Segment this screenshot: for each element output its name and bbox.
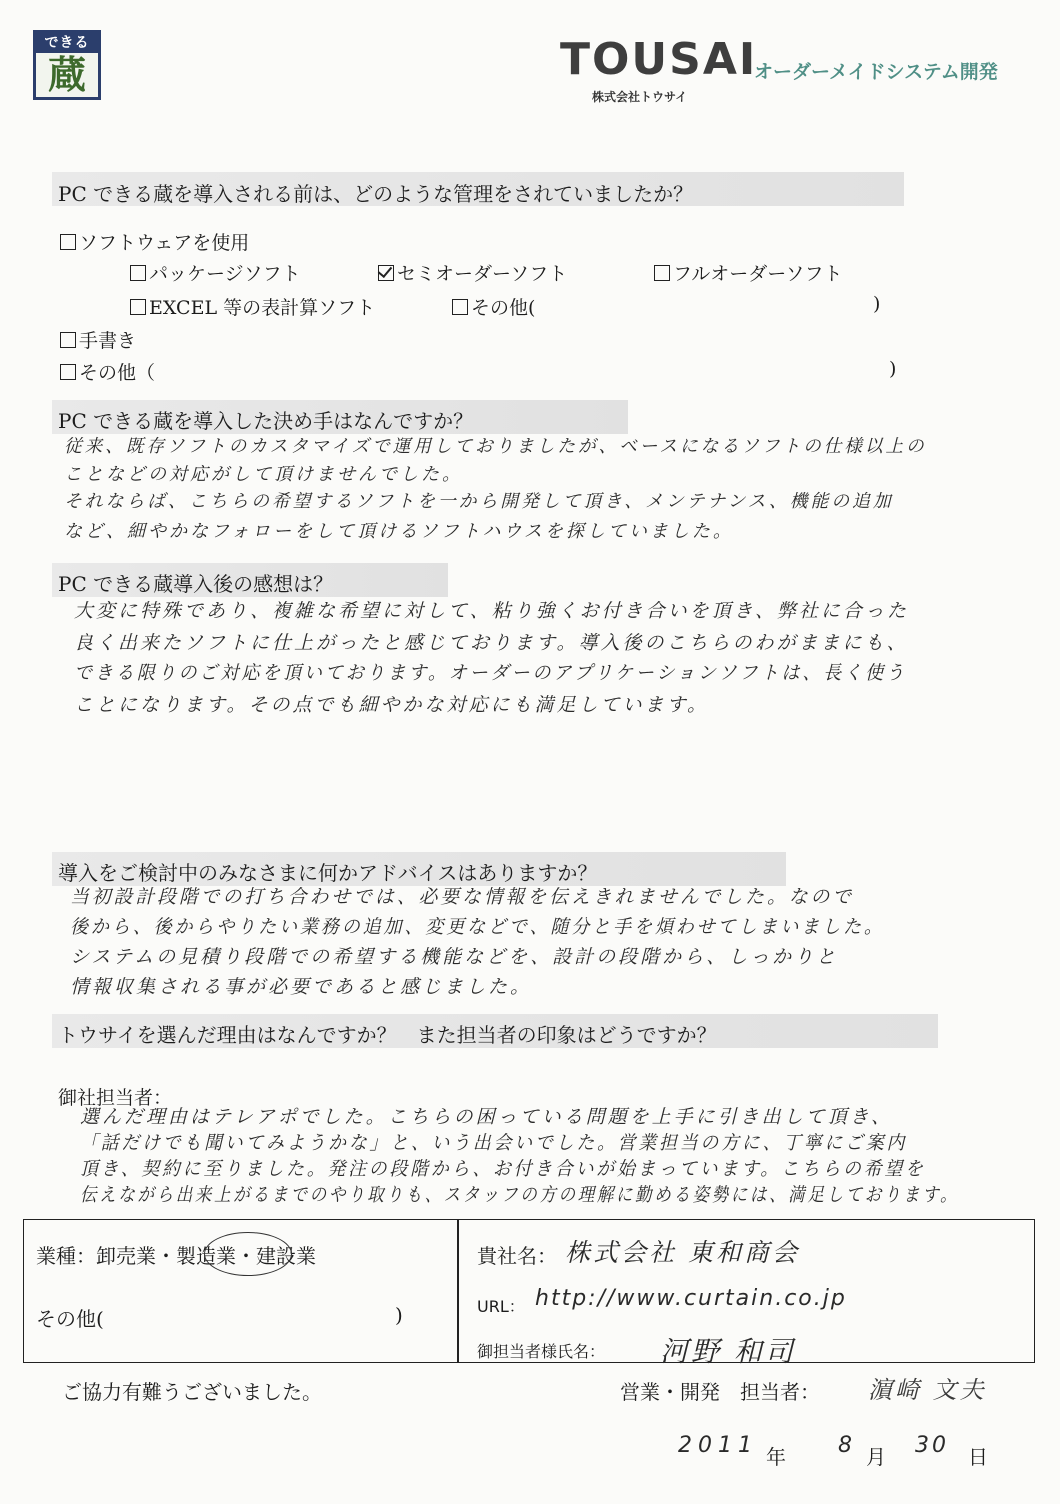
option-other-sub-close: ) [873, 293, 881, 315]
other-industry-label: その他( [36, 1307, 104, 1331]
question-2-title: PC できる蔵を導入した決め手はなんですか？ [58, 409, 474, 433]
industry-label: 業種： [36, 1244, 96, 1268]
option-full-order: フルオーダーソフト [654, 259, 842, 286]
answer-line: 当初設計段階での打ち合わせでは、必要な情報を伝えきれませんでした。なので [70, 886, 855, 908]
answer-line: 後から、後からやりたい業務の追加、変更などで、随分と手を煩わせてしまいました。 [70, 916, 885, 938]
answer-line: 頂き、契約に至りました。発注の段階から、お付き合いが始まっています。こちらの希望を [80, 1158, 926, 1180]
brand-tagline: オーダーメイドシステム開発 [754, 61, 998, 83]
industry-construction[interactable]: 建設業 [256, 1244, 316, 1268]
logo-main-text: 蔵 [47, 53, 86, 97]
url-label: URL： [477, 1297, 525, 1316]
date-month-value: 8 [838, 1433, 855, 1458]
question-5-title: トウサイを選んだ理由はなんですか？ また担当者の印象はどうですか？ [58, 1023, 717, 1047]
checkbox-package[interactable] [130, 265, 146, 281]
brand-name: TOUSAI [560, 34, 758, 85]
checkbox-excel[interactable] [130, 299, 146, 315]
question-1-title: PC できる蔵を導入される前は、どのような管理をされていましたか？ [58, 182, 694, 206]
checkbox-semi-order[interactable] [378, 265, 394, 281]
checkbox-software[interactable] [60, 234, 76, 250]
answer-line: 選んだ理由はテレアポでした。こちらの困っている問題を上手に引き出して頂き、 [80, 1106, 893, 1128]
question-4-title: 導入をご検討中のみなさまに何かアドバイスはありますか？ [58, 861, 598, 885]
contact-name-value[interactable]: 河野 和司 [660, 1335, 796, 1368]
date-day-value: 30 [915, 1433, 949, 1458]
answer-line: ことなどの対応がして頂けませんでした。 [64, 464, 463, 485]
date-year-value: 2011 [678, 1433, 758, 1458]
other-industry-close: ) [395, 1303, 403, 1327]
url-value[interactable]: http://www.curtain.co.jp [535, 1286, 847, 1311]
option-handwritten: 手書き [60, 326, 136, 353]
checkbox-other[interactable] [60, 364, 76, 380]
option-other-sub: その他( [452, 293, 535, 320]
option-other-close: ) [889, 358, 897, 380]
industry-manufacturing[interactable]: 製造業 [176, 1244, 236, 1268]
answer-line: 従来、既存ソフトのカスタマイズで運用しておりましたが、ベースになるソフトの仕様以上の [64, 436, 927, 457]
answer-line: できる限りのご対応を頂いております。オーダーのアプリケーションソフトは、長く使う [74, 662, 907, 684]
checkbox-full-order[interactable] [654, 265, 670, 281]
answer-line: 情報収集される事が必要であると感じました。 [70, 976, 533, 998]
answer-line: ことになります。その点でも細やかな対応にも満足しています。 [74, 694, 709, 716]
industry-field: 業種：卸売業・製造業・建設業 [36, 1244, 316, 1268]
checkbox-other-sub[interactable] [452, 299, 468, 315]
option-software: ソフトウェアを使用 [60, 228, 249, 255]
answer-line: 良く出来たソフトに仕上がったと感じております。導入後のこちらのわがままにも、 [74, 632, 909, 654]
date-year-unit: 年 [766, 1445, 786, 1469]
company-name-label: 貴社名： [477, 1244, 557, 1268]
option-excel: EXCEL 等の表計算ソフト [130, 293, 375, 320]
option-other: その他（ [60, 358, 155, 385]
answer-line: 大変に特殊であり、複雑な希望に対して、粘り強くお付き合いを頂き、弊社に合った [74, 600, 909, 622]
industry-wholesale[interactable]: 卸売業 [96, 1244, 156, 1268]
date-month-unit: 月 [866, 1445, 886, 1469]
dekiru-kura-logo [33, 30, 101, 100]
thanks-message: ご協力有難うございました。 [62, 1380, 322, 1404]
staff-value: 濵崎 文夫 [868, 1376, 987, 1404]
staff-label: 営業・開発 担当者： [620, 1380, 820, 1404]
answer-line: など、細やかなフォローをして頂けるソフトハウスを探していました。 [64, 521, 734, 542]
question-3-title: PC できる蔵導入後の感想は？ [58, 572, 334, 596]
selected-industry-circle [204, 1232, 292, 1276]
contact-person-label: 御社担当者： [58, 1087, 173, 1109]
form-divider [457, 1219, 459, 1363]
answer-line: 伝えながら出来上がるまでのやり取りも、スタッフの方の理解に勤める姿勢には、満足しております。 [80, 1184, 960, 1206]
checkbox-handwritten[interactable] [60, 332, 76, 348]
answer-line: それならば、こちらの希望するソフトを一から開発して頂き、メンテナンス、機能の追加 [64, 491, 894, 512]
company-name-value[interactable]: 株式会社 東和商会 [565, 1238, 800, 1267]
answer-line: 「話だけでも聞いてみようかな」と、いう出会いでした。営業担当の方に、丁寧にご案内 [80, 1132, 908, 1154]
date-day-unit: 日 [968, 1445, 988, 1469]
answer-line: システムの見積り段階での希望する機能などを、設計の段階から、しっかりと [70, 946, 839, 968]
option-package: パッケージソフト [130, 259, 301, 286]
option-semi-order: セミオーダーソフト [378, 259, 567, 286]
contact-name-label: 御担当者様氏名： [477, 1342, 606, 1361]
company-name: 株式会社トウサイ [592, 90, 688, 104]
logo-top-text: できる [36, 33, 98, 53]
